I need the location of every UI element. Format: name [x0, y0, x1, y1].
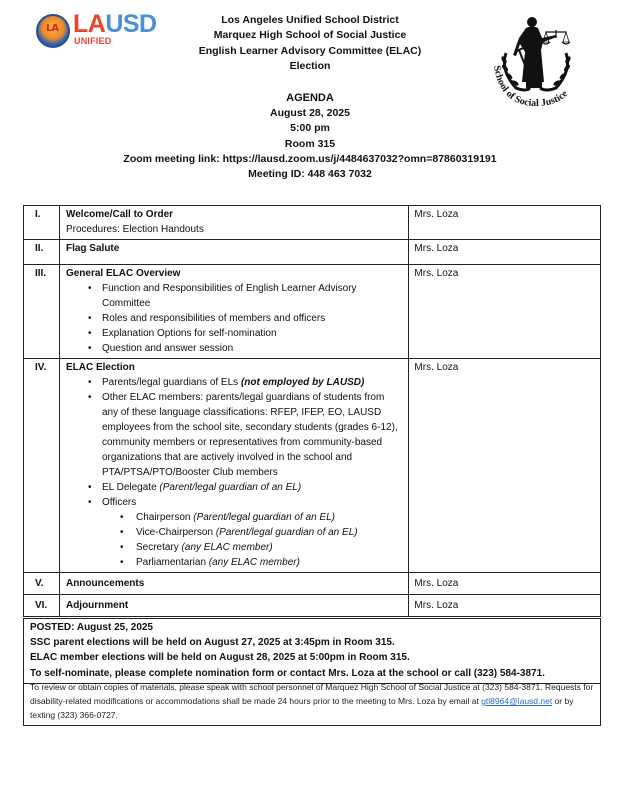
agenda-title: AGENDA — [286, 92, 334, 104]
meeting-room: Room 315 — [284, 137, 336, 150]
meeting-time: 5:00 pm — [290, 122, 330, 135]
item-title: Welcome/Call to Order — [65, 209, 174, 220]
item-topic — [59, 573, 408, 595]
ssc-election-notice: SSC parent elections will be held on August 27, 2025 at 3:45pm in Room 315. — [30, 637, 395, 649]
accessibility-notice — [23, 678, 601, 726]
item-topic — [59, 595, 408, 617]
item-number: V. — [24, 573, 60, 595]
officer-bullets — [120, 510, 402, 570]
item-presenter: Mrs. Loza — [409, 595, 601, 617]
posted-notice — [23, 618, 601, 684]
item-presenter: Mrs. Loza — [409, 206, 601, 240]
item-topic — [59, 265, 408, 359]
item-topic — [59, 206, 408, 240]
item-title: Flag Salute — [65, 243, 120, 254]
table-row — [24, 595, 601, 617]
item-number: III. — [24, 265, 60, 359]
list-item: • Officers — [88, 495, 402, 510]
item-topic — [59, 359, 408, 573]
self-nominate-notice: To self-nominate, please complete nomination form or contact Mrs. Loza at the school or call (323) 584-3871. — [30, 667, 545, 679]
table-row — [24, 206, 601, 240]
item-presenter: Mrs. Loza — [409, 240, 601, 265]
meeting-id: Meeting ID: 448 463 7032 — [248, 168, 372, 181]
committee-name: English Learner Advisory Committee (ELAC) — [198, 44, 422, 57]
svg-text:School of Social Justice: School of Social Justice — [491, 64, 570, 108]
school-name: Marquez High School of Social Justice — [213, 29, 407, 42]
meeting-type: Election — [289, 59, 331, 72]
agenda-table — [23, 205, 601, 617]
table-row — [24, 240, 601, 265]
lausd-unified-text: UNIFIED — [74, 36, 112, 46]
document-header — [100, 13, 520, 74]
list-item: • Other ELAC members: parents/legal guardians of students from any of these language classifications: RFEP, IFEP, EO, LAUSD employees from the school site, secondary students (grades 6-12), community members or representatives from community-based organizations that are actively involved in the school and PTA/PTSA/PTO/Booster Club members — [88, 390, 402, 480]
table-row — [24, 265, 601, 359]
item-presenter: Mrs. Loza — [409, 573, 601, 595]
list-item: • Vice-Chairperson (Parent/legal guardian of an EL) — [120, 525, 402, 540]
item-bullets — [88, 375, 402, 510]
table-row — [24, 573, 601, 595]
item-number: IV. — [24, 359, 60, 573]
item-presenter: Mrs. Loza — [409, 359, 601, 573]
item-title: ELAC Election — [65, 362, 135, 373]
list-item: • Explanation Options for self-nomination — [88, 326, 402, 341]
item-title: Adjournment — [65, 600, 129, 611]
list-item: • EL Delegate (Parent/legal guardian of an EL) — [88, 480, 402, 495]
item-topic — [59, 240, 408, 265]
email-link[interactable]: gtl8964@lausd.net — [481, 696, 553, 706]
table-row — [24, 359, 601, 573]
item-title: General ELAC Overview — [65, 268, 181, 279]
zoom-link[interactable]: Zoom meeting link: https://lausd.zoom.us/j/4484637032?omn=87860319191 — [123, 152, 497, 165]
lausd-seal-icon: LA — [36, 14, 70, 48]
list-item: • Roles and responsibilities of members and officers — [88, 311, 402, 326]
lausd-wordmark: LAUSD — [73, 10, 157, 38]
item-number: VI. — [24, 595, 60, 617]
elac-election-notice: ELAC member elections will be held on August 28, 2025 at 5:00pm in Room 315. — [30, 652, 410, 664]
notice-text-end: or by texting (323) 366-0727. — [30, 696, 574, 720]
item-number: I. — [24, 206, 60, 240]
notice-text: To review or obtain copies of materials, please speak with school personnel of Marquez High School of Social Justice at (323) 584-3871. Requests for disability-related modifications or accommodations shall be made 24 hours prior to the meeting to Mrs. Loza by email at — [30, 682, 594, 706]
district-name: Los Angeles Unified School District — [221, 14, 399, 26]
list-item: • Chairperson (Parent/legal guardian of an EL) — [120, 510, 402, 525]
posted-date: POSTED: August 25, 2025 — [30, 622, 153, 633]
item-subtitle: Procedures: Election Handouts — [65, 224, 204, 235]
agenda-info — [60, 91, 560, 182]
item-presenter: Mrs. Loza — [409, 265, 601, 359]
item-bullets — [88, 281, 402, 356]
item-title: Announcements — [65, 578, 145, 589]
list-item: • Parliamentarian (any ELAC member) — [120, 555, 402, 570]
item-number: II. — [24, 240, 60, 265]
list-item: • Secretary (any ELAC member) — [120, 540, 402, 555]
list-item: • Parents/legal guardians of ELs (not employed by LAUSD) — [88, 375, 402, 390]
list-item: • Question and answer session — [88, 341, 402, 356]
list-item: • Function and Responsibilities of English Learner Advisory Committee — [88, 281, 402, 311]
meeting-date: August 28, 2025 — [270, 107, 350, 120]
